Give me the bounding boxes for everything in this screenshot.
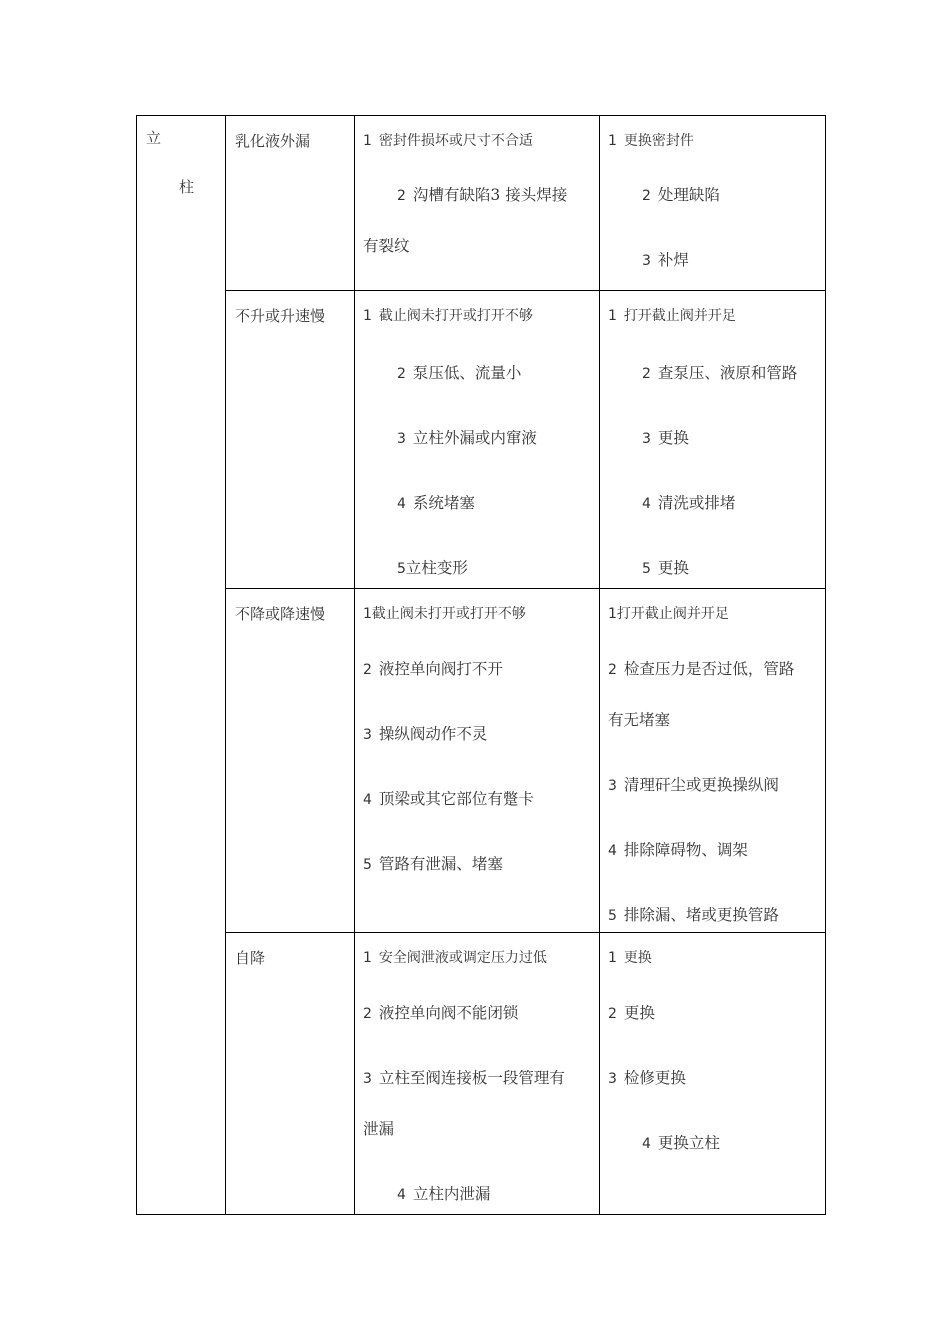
remedy-item: 1 更换 (608, 950, 652, 966)
cause-cell (355, 589, 600, 933)
remedy-item: 有无堵塞 (608, 711, 671, 729)
remedy-item: 5 更换 (642, 559, 689, 577)
cause-cell (355, 933, 600, 1215)
table-row (137, 291, 826, 589)
cause-item: 2 液控单向阀不能闭锁 (363, 1004, 519, 1022)
cause-item: 5立柱变形 (397, 559, 468, 577)
part-label: 柱 (179, 178, 195, 196)
remedy-item: 1 更换密封件 (608, 133, 694, 149)
remedy-item: 3 检修更换 (608, 1069, 686, 1087)
cause-item: 1 安全阀泄液或调定压力过低 (363, 950, 547, 966)
remedy-item: 5 排除漏、堵或更换管路 (608, 906, 779, 924)
cause-cell (355, 291, 600, 589)
table-row (137, 116, 826, 291)
remedy-item: 2 处理缺陷 (642, 186, 720, 204)
fault-label: 不升或升速慢 (235, 307, 326, 325)
remedy-item: 4 更换立柱 (642, 1134, 720, 1152)
fault-cell (226, 116, 355, 291)
remedy-item: 2 检查压力是否过低，管路 (608, 660, 795, 678)
remedy-item: 1 打开截止阀并开足 (608, 308, 736, 324)
cause-item: 2 液控单向阀打不开 (363, 660, 503, 678)
remedy-item: 1打开截止阀并开足 (608, 606, 729, 622)
cause-item: 1 截止阀未打开或打开不够 (363, 308, 533, 324)
fault-label: 乳化液外漏 (235, 132, 311, 150)
fault-cell (226, 933, 355, 1215)
cause-item: 有裂纹 (363, 237, 410, 255)
remedy-cell (600, 933, 826, 1215)
part-label: 立 (146, 129, 162, 147)
cause-item: 1 密封件损坏或尺寸不合适 (363, 133, 533, 149)
cause-item: 4 顶梁或其它部位有蹩卡 (363, 790, 534, 808)
fault-cell (226, 291, 355, 589)
remedy-item: 3 更换 (642, 429, 689, 447)
part-cell (137, 116, 226, 1215)
remedy-item: 4 清洗或排堵 (642, 494, 736, 512)
table-row (137, 933, 826, 1215)
remedy-cell (600, 116, 826, 291)
cause-item: 1截止阀未打开或打开不够 (363, 606, 526, 622)
remedy-item: 3 清理矸尘或更换操纵阀 (608, 776, 779, 794)
remedy-item: 2 查泵压、液原和管路 (642, 364, 798, 382)
fault-label: 自降 (235, 949, 266, 967)
fault-cell (226, 589, 355, 933)
remedy-item: 2 更换 (608, 1004, 655, 1022)
cause-cell (355, 116, 600, 291)
cause-item: 4 系统堵塞 (397, 494, 475, 512)
cause-item: 2 泵压低、流量小 (397, 364, 522, 382)
cause-item: 5 管路有泄漏、堵塞 (363, 855, 503, 873)
table-row (137, 589, 826, 933)
cause-item: 4 立柱内泄漏 (397, 1185, 491, 1203)
cause-item: 3 操纵阀动作不灵 (363, 725, 488, 743)
cause-item: 泄漏 (363, 1120, 395, 1138)
fault-table (136, 115, 826, 1215)
remedy-cell (600, 589, 826, 933)
remedy-item: 3 补焊 (642, 251, 689, 269)
remedy-item: 4 排除障碍物、调架 (608, 841, 748, 859)
cause-item: 3 立柱至阀连接板一段管理有 (363, 1069, 565, 1087)
fault-label: 不降或降速慢 (235, 605, 326, 623)
cause-item: 3 立柱外漏或内窜液 (397, 429, 537, 447)
remedy-cell (600, 291, 826, 589)
cause-item: 2 沟槽有缺陷3 接头焊接 (397, 186, 568, 204)
